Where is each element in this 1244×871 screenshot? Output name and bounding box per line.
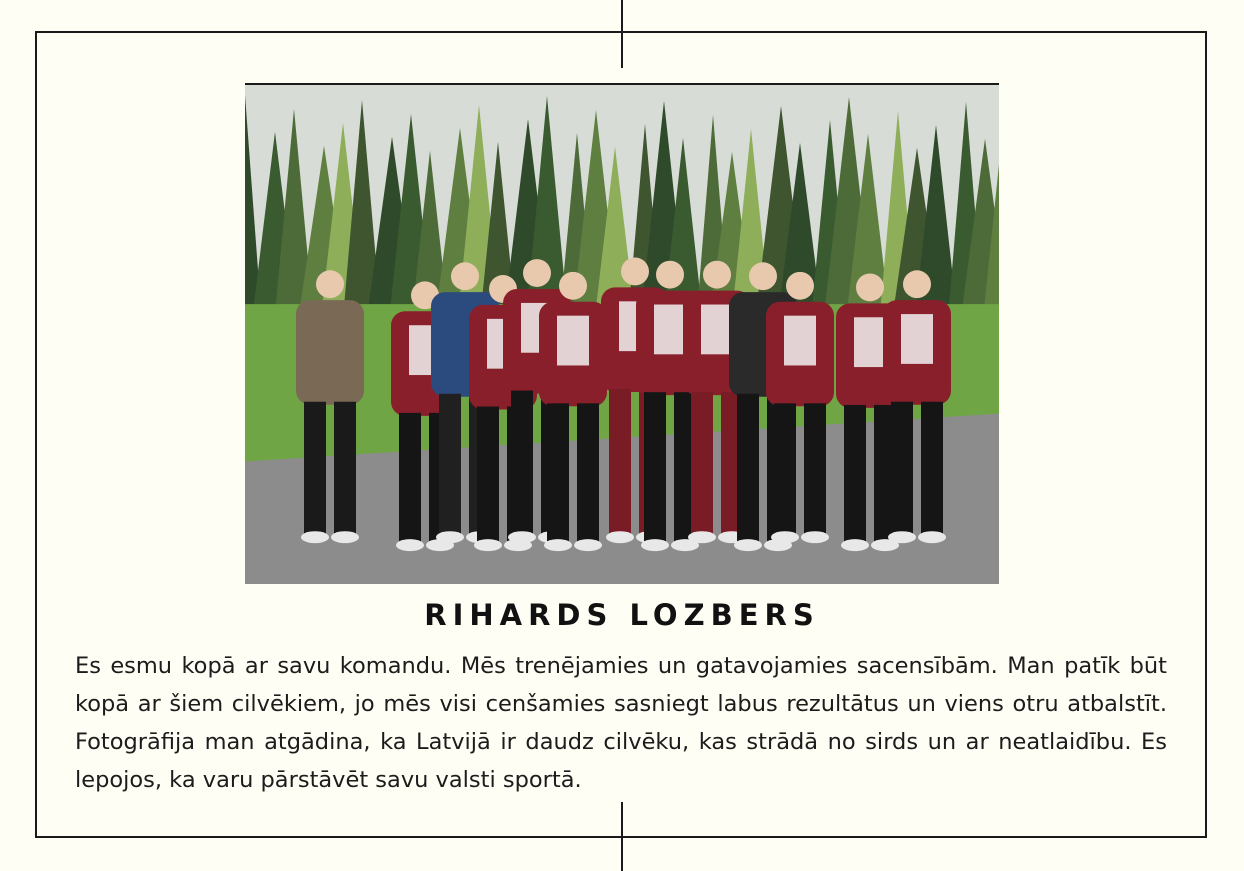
person-name: RIHARDS LOZBERS — [424, 598, 820, 632]
bottom-divider-tick — [621, 802, 623, 871]
description-paragraph: Es esmu kopā ar savu komandu. Mēs trenējamies un gatavojamies sacensībām. Man patīk būt kopā ar šiem cilvēkiem, jo mēs visi cenšamies sasniegt labus rezultātus un viens otru atbalstīt. Fotogrāfija man atgādina, ka Latvijā ir daudz cilvēku, kas strādā no sirds un ar neatlaidību. Es lepojos, ka varu pārstāvēt savu valsti sportā. — [75, 653, 1167, 793]
team-photo-illustration — [245, 85, 999, 584]
team-photo — [245, 83, 999, 584]
